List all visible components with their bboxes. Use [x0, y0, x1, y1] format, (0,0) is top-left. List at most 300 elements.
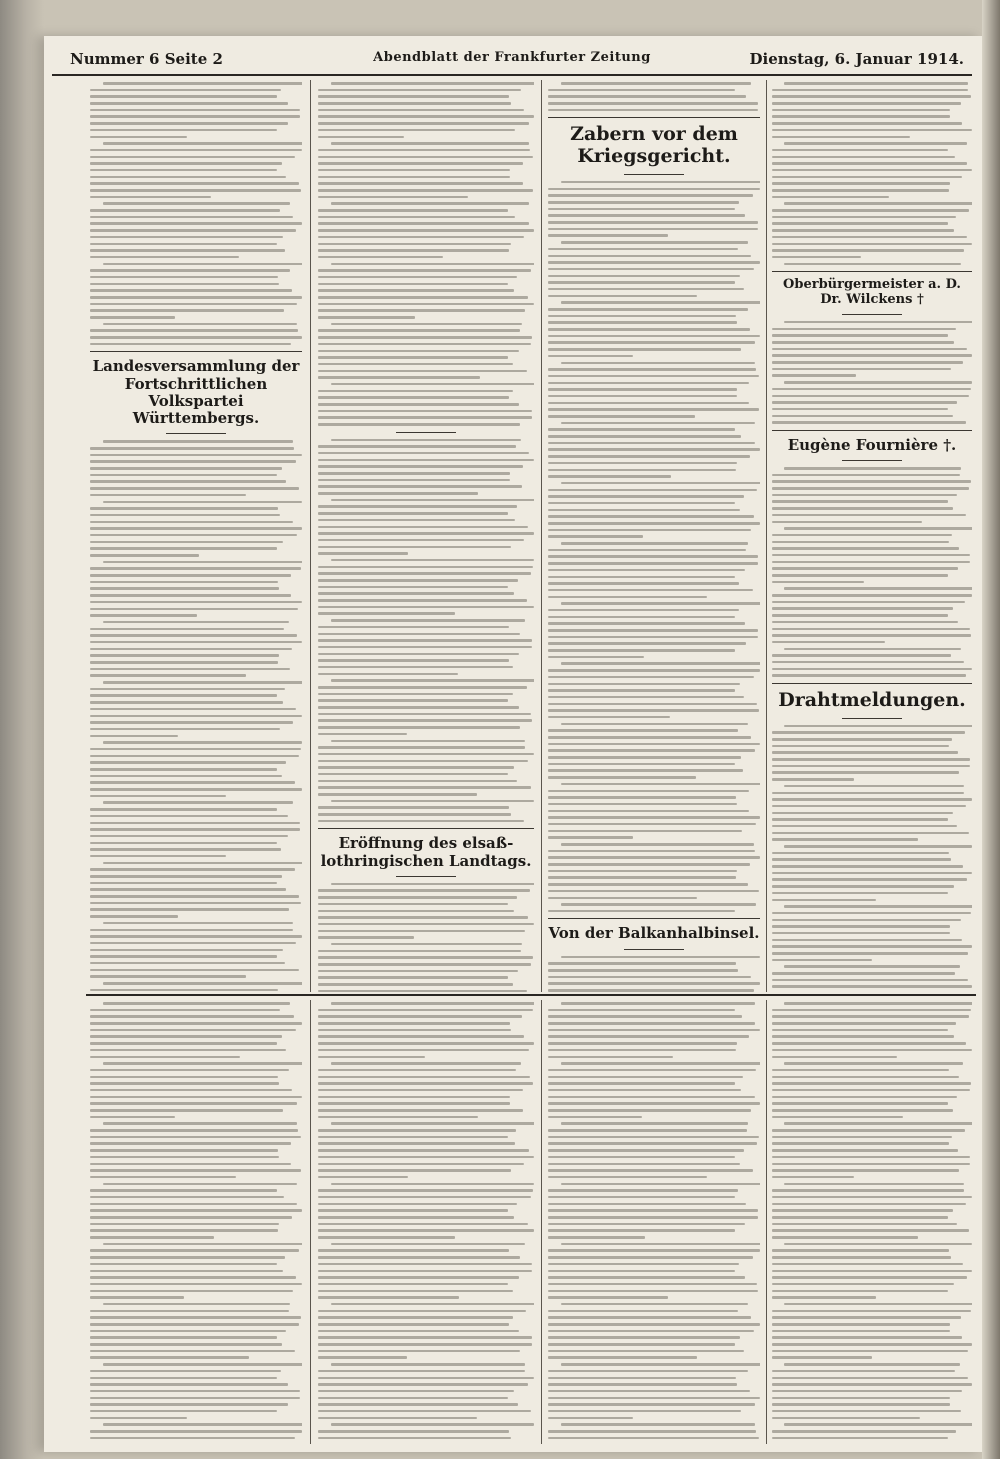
text-line [90, 309, 284, 312]
text-line [90, 641, 302, 644]
text-line [90, 454, 302, 457]
text-line [90, 715, 302, 718]
text-line [318, 599, 527, 602]
text-line [318, 176, 510, 179]
text-line [318, 1102, 510, 1105]
text-line [90, 487, 299, 490]
text-line [548, 629, 758, 632]
text-line [318, 445, 516, 448]
text-line [772, 89, 968, 92]
text-line [772, 1189, 964, 1192]
text-line [784, 321, 972, 324]
text-line [548, 549, 746, 552]
text-line [318, 1176, 408, 1179]
text-line [548, 1196, 735, 1199]
text-line [548, 776, 696, 779]
text-line [90, 1096, 302, 1099]
text-line [90, 942, 296, 945]
text-line [772, 985, 972, 988]
text-line [318, 586, 508, 589]
text-line [331, 499, 534, 502]
text-line [548, 1410, 741, 1413]
text-line [90, 467, 282, 470]
text-line [548, 1249, 760, 1252]
feuilleton-text [548, 1002, 760, 1439]
text-line [772, 885, 954, 888]
text-line [318, 1370, 525, 1373]
text-line [548, 1223, 745, 1226]
text-line [318, 182, 523, 185]
text-line [90, 815, 288, 818]
text-line [548, 214, 745, 217]
text-line [548, 1069, 756, 1072]
text-line [90, 688, 285, 691]
text-line [90, 1069, 289, 1072]
text-line [103, 922, 293, 925]
text-line [772, 474, 960, 477]
text-line [772, 1370, 955, 1373]
text-line [318, 416, 532, 419]
text-line [548, 402, 749, 405]
text-line [318, 376, 480, 379]
article-text [772, 82, 972, 265]
feuilleton-column-2 [318, 1002, 534, 1442]
text-line [331, 883, 534, 886]
text-line [772, 1116, 903, 1119]
text-line [90, 608, 298, 611]
text-line [318, 95, 509, 98]
text-line [90, 149, 302, 152]
text-line [772, 567, 958, 570]
text-line [318, 963, 531, 966]
text-line [548, 883, 748, 886]
text-line [561, 1243, 760, 1246]
text-line [90, 494, 246, 497]
text-line [90, 1290, 293, 1293]
text-line [548, 188, 760, 191]
text-line [90, 1042, 277, 1045]
text-line [318, 753, 534, 756]
text-line [318, 149, 530, 152]
text-line [772, 661, 964, 664]
text-line [90, 949, 283, 952]
text-line [90, 1383, 288, 1386]
text-line [331, 1363, 525, 1366]
text-line [548, 1102, 760, 1105]
column-rule [766, 80, 767, 992]
text-line [772, 1049, 972, 1052]
text-line [772, 738, 952, 741]
article-text [318, 82, 534, 426]
article-text [772, 725, 972, 992]
text-line [318, 1216, 514, 1219]
text-line [318, 666, 513, 669]
text-line [772, 798, 972, 801]
text-line [318, 329, 520, 332]
text-line [318, 1343, 532, 1346]
text-line [90, 1410, 277, 1413]
text-line [318, 1009, 533, 1012]
text-line [318, 1249, 509, 1252]
text-line [772, 196, 889, 199]
text-line [90, 835, 288, 838]
text-line [103, 982, 302, 985]
article-text [548, 181, 760, 912]
text-line [318, 196, 468, 199]
text-line [318, 309, 525, 312]
text-line [90, 547, 277, 550]
text-line [772, 361, 963, 364]
text-line [90, 109, 300, 112]
text-line [318, 1397, 508, 1400]
text-line [772, 668, 972, 671]
text-line [318, 1076, 530, 1079]
text-line [90, 935, 302, 938]
text-line [318, 1236, 455, 1239]
text-line [772, 925, 950, 928]
text-line [90, 216, 293, 219]
text-line [548, 555, 758, 558]
text-line [103, 1423, 302, 1426]
text-line [772, 614, 948, 617]
text-line [772, 1417, 920, 1420]
text-line [318, 1189, 533, 1192]
text-line [103, 621, 290, 624]
text-line [772, 534, 952, 537]
text-line [90, 176, 286, 179]
divider [842, 460, 902, 461]
text-line [561, 723, 749, 726]
text-line [784, 263, 961, 266]
text-line [548, 1163, 740, 1166]
text-line [548, 509, 740, 512]
text-line [561, 1062, 760, 1065]
text-line [331, 439, 521, 442]
text-line [548, 535, 643, 538]
text-line [548, 1015, 742, 1018]
text-line [90, 534, 297, 537]
text-line [548, 876, 736, 879]
text-line [548, 576, 735, 579]
text-line [318, 1056, 425, 1059]
text-line [772, 507, 953, 510]
text-line [318, 956, 533, 959]
text-line [318, 1229, 534, 1232]
text-line [772, 1076, 959, 1079]
divider [396, 876, 456, 877]
text-line [90, 1089, 292, 1092]
text-line [318, 1096, 510, 1099]
text-line [772, 1296, 876, 1299]
text-line [318, 276, 517, 279]
text-line [784, 1002, 972, 1005]
text-line [90, 1316, 301, 1319]
text-line [548, 696, 744, 699]
text-line [331, 1243, 525, 1246]
text-line [318, 923, 534, 926]
text-line [772, 408, 948, 411]
column-2 [318, 82, 534, 992]
text-line [90, 781, 295, 784]
text-line [548, 756, 741, 759]
text-line [784, 845, 972, 848]
text-line [548, 649, 735, 652]
text-line [318, 1256, 520, 1259]
text-line [772, 771, 959, 774]
text-line [772, 601, 965, 604]
text-line [103, 862, 302, 865]
text-line [548, 95, 746, 98]
divider [842, 314, 902, 315]
text-line [772, 838, 918, 841]
text-line [772, 1377, 968, 1380]
text-line [548, 348, 741, 351]
text-line [548, 455, 750, 458]
text-line [90, 788, 302, 791]
text-line [90, 761, 286, 764]
text-line [548, 1437, 759, 1440]
text-line [548, 609, 739, 612]
text-line [90, 343, 291, 346]
text-line [548, 1029, 760, 1032]
text-line [772, 581, 864, 584]
text-line [90, 236, 283, 239]
text-line [772, 354, 972, 357]
text-line [548, 897, 697, 900]
text-line [318, 566, 533, 569]
divider [624, 949, 684, 950]
text-line [103, 681, 302, 684]
text-line [548, 982, 760, 985]
text-line [772, 912, 971, 915]
headline-balkan: Von der Balkanhalbinsel. [548, 924, 760, 943]
text-line [548, 1169, 753, 1172]
text-line [772, 852, 949, 855]
text-line [548, 109, 758, 112]
text-line [772, 674, 966, 677]
text-line [548, 228, 758, 231]
text-line [318, 390, 513, 393]
text-line [318, 1149, 529, 1152]
divider [548, 117, 760, 118]
text-line [90, 1029, 296, 1032]
text-line [772, 865, 963, 868]
text-line [548, 870, 737, 873]
feuilleton-text [318, 1002, 534, 1439]
text-line [772, 95, 971, 98]
text-line [784, 467, 961, 470]
text-line [548, 763, 735, 766]
text-line [548, 803, 737, 806]
text-line [548, 1056, 673, 1059]
text-line [772, 249, 964, 252]
text-line [90, 1136, 301, 1139]
headline-drahtmeldungen: Drahtmeldungen. [778, 688, 966, 711]
text-line [548, 1397, 760, 1400]
text-line [784, 648, 961, 651]
text-line [318, 472, 510, 475]
text-line [90, 1203, 297, 1206]
text-line [90, 480, 286, 483]
text-line [548, 502, 735, 505]
text-line [103, 1002, 290, 1005]
page-edge [982, 0, 1000, 1459]
text-line [548, 1189, 738, 1192]
text-line [561, 1002, 755, 1005]
text-line [318, 169, 510, 172]
text-line [772, 554, 970, 557]
text-line [548, 1377, 736, 1380]
text-line [318, 122, 529, 125]
text-line [772, 1236, 918, 1239]
text-line [90, 329, 298, 332]
text-line [561, 783, 760, 786]
text-line [772, 182, 950, 185]
text-line [772, 932, 950, 935]
text-line [548, 863, 750, 866]
divider [548, 918, 760, 919]
book-binding [0, 0, 44, 1459]
text-line [331, 679, 534, 682]
text-line [318, 786, 531, 789]
text-line [90, 574, 291, 577]
text-line [772, 751, 958, 754]
text-line [784, 142, 967, 145]
text-line [772, 189, 949, 192]
text-line [318, 1136, 508, 1139]
text-line [772, 162, 967, 165]
text-line [318, 1029, 511, 1032]
text-line [318, 209, 508, 212]
text-line [548, 962, 736, 965]
text-line [90, 316, 175, 319]
text-line [772, 129, 972, 132]
text-line [318, 539, 524, 542]
text-line [318, 552, 408, 555]
text-line [90, 929, 293, 932]
text-line [318, 766, 514, 769]
text-line [103, 501, 302, 504]
text-line [772, 1216, 948, 1219]
text-line [90, 460, 296, 463]
text-line [772, 1196, 972, 1199]
text-line [548, 308, 748, 311]
text-line [90, 249, 285, 252]
text-line [318, 889, 530, 892]
text-line [548, 890, 759, 893]
text-line [772, 1129, 965, 1132]
text-line [772, 209, 969, 212]
text-line [90, 888, 286, 891]
text-line [772, 149, 948, 152]
text-line [772, 1270, 972, 1273]
text-line [548, 569, 745, 572]
text-line [772, 561, 970, 564]
text-line [103, 1183, 297, 1186]
text-line [318, 726, 520, 729]
column-rule [541, 80, 542, 992]
text-line [772, 1149, 958, 1152]
text-line [90, 1156, 279, 1159]
text-line [90, 1310, 289, 1313]
text-line [90, 648, 292, 651]
text-line [331, 142, 529, 145]
text-line [548, 341, 755, 344]
text-line [318, 612, 455, 615]
text-line [561, 301, 760, 304]
text-line [548, 716, 670, 719]
text-line [318, 1203, 517, 1206]
text-line [90, 694, 277, 697]
text-line [548, 830, 742, 833]
text-line [318, 653, 519, 656]
text-line [784, 1363, 960, 1366]
text-line [772, 115, 950, 118]
text-line [561, 542, 748, 545]
text-line [772, 514, 966, 517]
text-line [548, 408, 759, 411]
text-line [90, 1236, 214, 1239]
text-line [318, 780, 517, 783]
text-line [318, 813, 511, 816]
text-line [103, 1062, 302, 1065]
column-rule [766, 1000, 767, 1444]
text-line [772, 1089, 970, 1092]
text-line [772, 341, 954, 344]
text-line [90, 182, 299, 185]
text-line [548, 1116, 642, 1119]
text-line [548, 1216, 758, 1219]
text-line [90, 567, 301, 570]
text-line [318, 626, 509, 629]
text-line [90, 594, 291, 597]
text-line [772, 1256, 951, 1259]
text-line [90, 189, 301, 192]
text-line [318, 713, 531, 716]
text-line [548, 335, 760, 338]
text-line [318, 1377, 534, 1380]
text-line [90, 808, 277, 811]
text-line [772, 1229, 969, 1232]
text-line [772, 1430, 956, 1433]
text-line [548, 582, 739, 585]
text-line [90, 1163, 291, 1166]
text-line [318, 760, 528, 763]
text-line [548, 1096, 755, 1099]
text-line [318, 693, 513, 696]
text-line [772, 1383, 972, 1386]
text-line [548, 1236, 645, 1239]
text-line [548, 823, 756, 826]
text-line [561, 241, 748, 244]
text-line [548, 910, 735, 913]
text-line [772, 1283, 954, 1286]
text-line [318, 189, 533, 192]
text-line [331, 323, 522, 326]
text-line [318, 1209, 508, 1212]
issue-date: Dienstag, 6. Januar 1914. [749, 50, 964, 68]
text-line [90, 95, 277, 98]
text-line [318, 1336, 532, 1339]
text-line [548, 375, 759, 378]
text-line [318, 976, 508, 979]
text-line [318, 479, 510, 482]
article-text [318, 883, 534, 992]
text-line [318, 793, 477, 796]
text-line [318, 733, 407, 736]
text-line [784, 905, 972, 908]
text-line [772, 1290, 948, 1293]
